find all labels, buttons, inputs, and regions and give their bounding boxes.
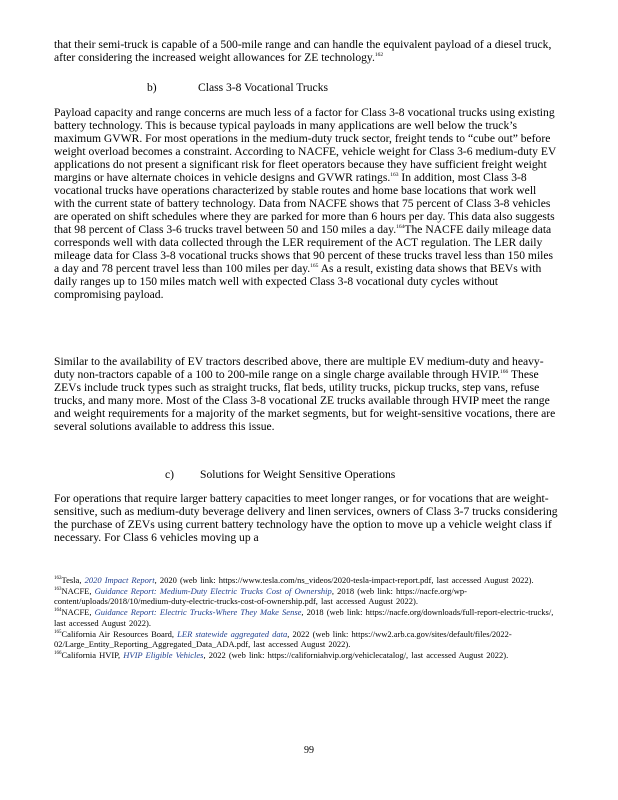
paragraph-b-1-part-a: Payload capacity and range concerns are much less of a factor for Class 3-8 vocational trucks using existing battery technology. This is because typical payloads in many applications are well below the truck’s maximum GVWR. For most operations in the medium-duty truck sector, freight tends to “cube out” before weight overload becomes a constraint. According to NACFE, vehicle weight for Class 3-6 medium-duty EV applications do not present a significant risk for fleet operators because they have sufficient freight weight margins or have alternate choices in vehicle designs and GVWR ratings.: [54, 106, 557, 184]
paragraph-c-1: [54, 492, 558, 544]
footnote-author: California HVIP,: [61, 649, 124, 660]
footnote-number: 166: [54, 651, 62, 657]
paragraph-b-1-part-c: The NACFE daily mileage data corresponds well with data collected through the LER requirement of the ACT regulation. The LER daily mileage data for Class 3-8 vocational trucks shows that 90 percent of these trucks travel less than 150 miles a day and 78 percent travel less than 100 miles per day.: [54, 223, 554, 275]
paragraph-b-2: [54, 355, 558, 433]
heading-c-letter: c): [165, 468, 175, 481]
footnote-number: 165: [54, 629, 62, 635]
footnote-author: Tesla,: [61, 575, 85, 585]
footnote-details: , 2022 (web link: https://californiahvip.org/vehiclecatalog/, last accessed August 2022).: [203, 649, 509, 660]
footnote-author: NACFE,: [61, 607, 95, 618]
paragraph-intro: [54, 38, 558, 64]
footnote-title-link[interactable]: Guidance Report: Electric Trucks-Where They Make Sense: [94, 607, 302, 618]
paragraph-c-1-text: For operations that require larger battery capacities to meet longer ranges, or for vocations that are weight-sensitive, such as medium-duty beverage delivery and linen services, owners of Class 3-7 trucks considering the purchase of ZEVs using current battery technology have the option to move up a vehicle weight class if necessary. For Class 6 vehicles moving up a: [54, 492, 558, 544]
page-number: 99: [304, 745, 314, 756]
footnote-title-link[interactable]: LER statewide aggregated data: [177, 628, 288, 639]
footnote-166: [54, 650, 558, 660]
footnote-ref-164[interactable]: 164: [396, 224, 405, 231]
footnote-author: California Air Resources Board,: [61, 628, 178, 639]
paragraph-b-1: [54, 106, 558, 301]
footnote-title-link[interactable]: HVIP Eligible Vehicles: [123, 649, 204, 660]
heading-c-title: Solutions for Weight Sensitive Operations: [200, 468, 396, 481]
footnote-details: , 2020 (web link: https://www.tesla.com/ns_videos/2020-tesla-impact-report.pdf, last accessed August 2022).: [154, 575, 534, 585]
heading-b-title: Class 3-8 Vocational Trucks: [198, 81, 329, 94]
footnote-number: 162: [54, 576, 62, 582]
footnote-ref-166[interactable]: 166: [500, 369, 509, 376]
footnotes: [54, 575, 558, 661]
footnote-details: , 2018 (web link: https://nacfe.org/downloads/full-report-electric-trucks/, last accessed August 2022).: [54, 607, 554, 628]
footnote-ref-163[interactable]: 163: [390, 172, 399, 179]
footnote-title-link[interactable]: 2020 Impact Report: [84, 575, 155, 585]
paragraph-b-1-part-b: In addition, most Class 3-8 vocational trucks have operations characterized by stable routes and home base locations that work well with the current state of battery technology. Data from NACFE shows that 75 percent of Class 3-8 vehicles are operated on shift schedules where they are parked for more than 6 hours per day. This data also suggests that 98 percent of Class 3-6 trucks travel between 50 and 150 miles a day.: [54, 171, 555, 236]
paragraph-b-2-part-b: These ZEVs include truck types such as straight trucks, flat beds, utility trucks, pickup trucks, step vans, refuse trucks, and many more. Most of the Class 3-8 vocational ZE trucks available through HVIP meet the range and weight requirements for a majority of the market segments, but for weight-sensitive vocations, there are several solutions available to address this issue.: [54, 368, 556, 433]
paragraph-b-1-part-d: As a result, existing data shows that BEVs with daily ranges up to 150 miles match well with expected Class 3-8 vocational duty cycles without compromising payload.: [54, 262, 542, 301]
footnote-164: [54, 607, 558, 628]
footnote-details: , 2018 (web link: https://nacfe.org/wp-content/uploads/2018/10/medium-duty-electric-trucks-cost-of-ownership.pdf, last accessed August 2022).: [54, 585, 467, 607]
footnote-163: [54, 586, 558, 607]
footnote-details: , 2022 (web link: https://ww2.arb.ca.gov/sites/default/files/2022-02/Large_Entity_Reporting_Aggregated_Data_ADA.pdf, last accessed August 2022).: [54, 628, 512, 649]
paragraph-intro-text: that their semi-truck is capable of a 500-mile range and can handle the equivalent payload of a diesel truck, after considering the increased weight allowances for ZE technology.: [54, 38, 552, 64]
footnote-title-link[interactable]: Guidance Report: Medium-Duty Electric Trucks Cost of Ownership: [94, 585, 332, 596]
footnote-number: 164: [54, 608, 62, 614]
footnote-ref-165[interactable]: 165: [310, 263, 319, 270]
footnote-162: [54, 575, 558, 585]
footnote-ref-162[interactable]: 162: [374, 52, 384, 59]
heading-b-letter: b): [147, 81, 157, 94]
footnote-number: 163: [54, 587, 62, 593]
footnote-165: [54, 629, 558, 650]
paragraph-b-2-part-a: Similar to the availability of EV tractors described above, there are multiple EV medium-duty and heavy-duty non-tractors capable of a 100 to 200-mile range on a single charge available through HVIP.: [54, 355, 544, 381]
footnote-author: NACFE,: [61, 585, 95, 596]
